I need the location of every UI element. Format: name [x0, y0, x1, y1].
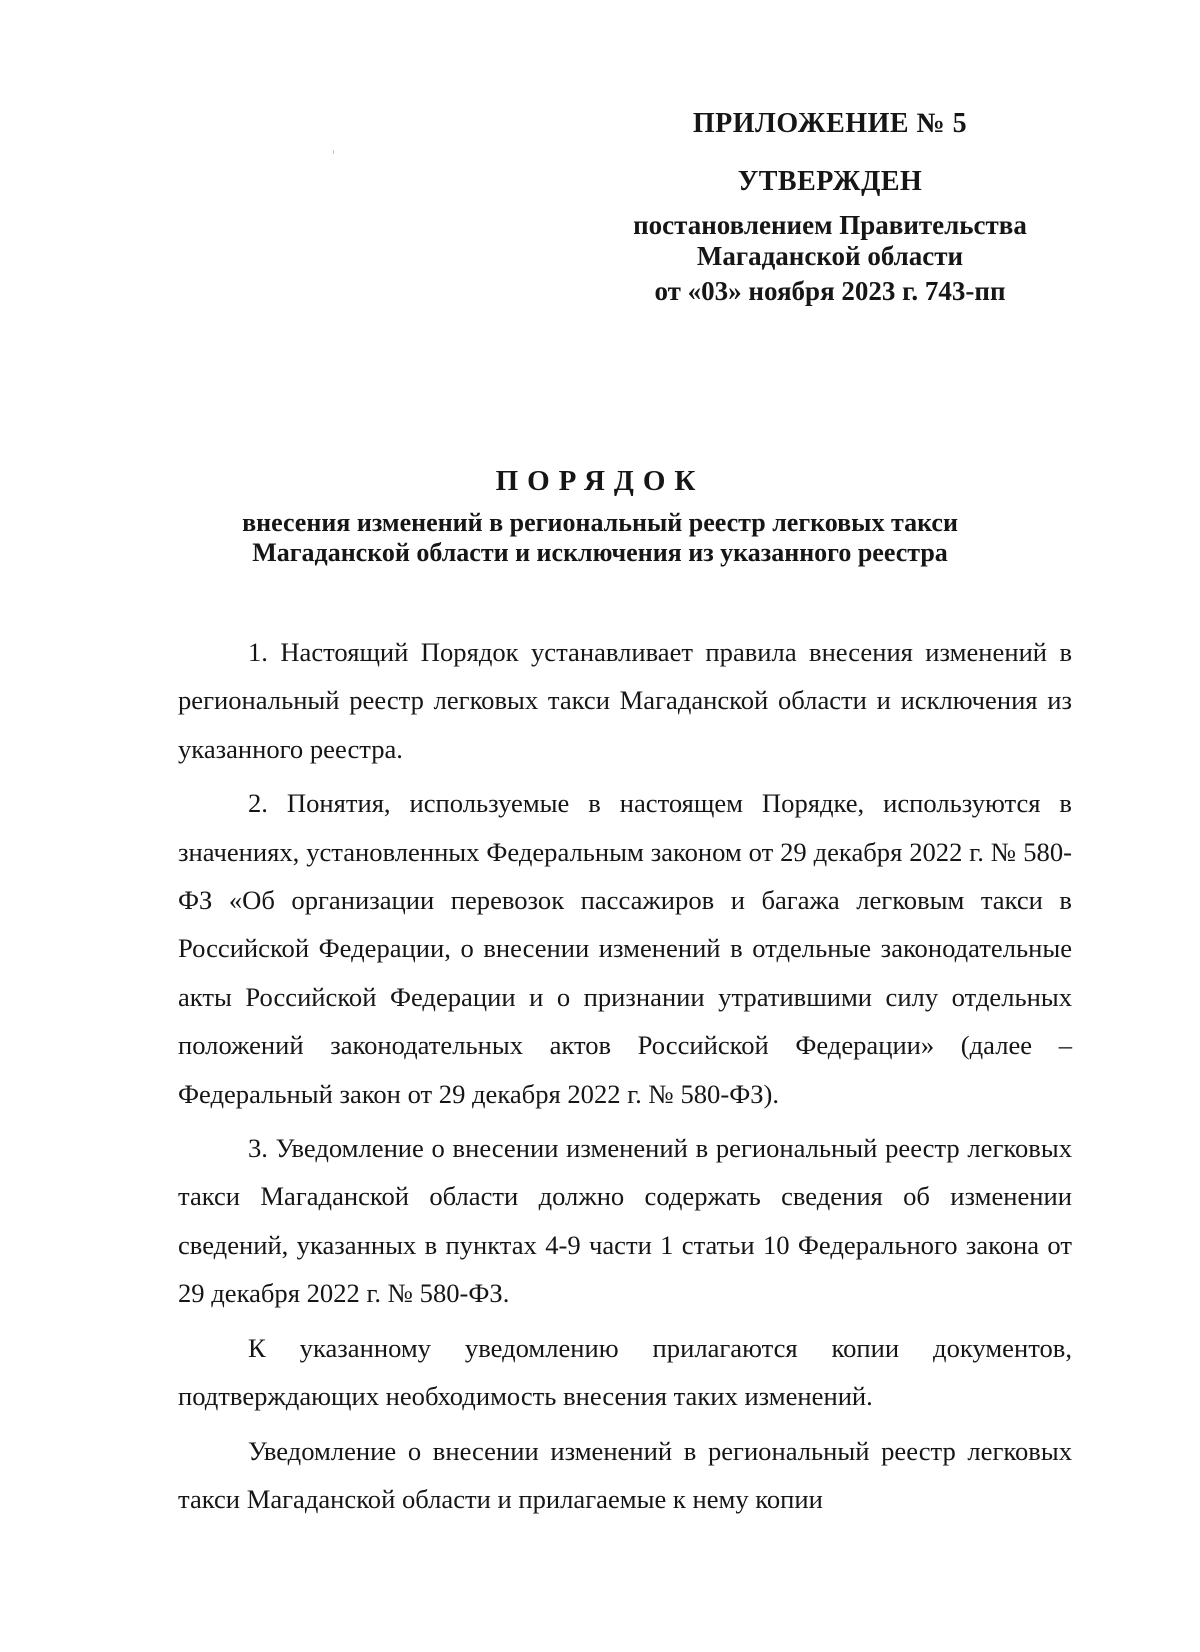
paragraph-4: К указанному уведомлению прилагаются копии документов, подтверждающих необходимость внесения таких изменений.: [178, 1332, 1072, 1412]
paragraph-1: 1. Настоящий Порядок устанавливает правила внесения изменений в региональный реестр легковых такси Магаданской области и исключения из указанного реестра.: [178, 637, 1072, 764]
document-title: ПОРЯДОК: [495, 465, 705, 497]
paragraph-2: 2. Понятия, используемые в настоящем Порядке, используются в значениях, установленных Федеральным законом от 29 декабря 2022 г. № 580-ФЗ «Об организации перевозок пассажиров и багажа легковым такси в Российской Федерации, о внесении изменений в отдельные законодательные акты Российской Федерации и о признании утратившими силу отдельных положений законодательных актов Российской Федерации» (далее – Федеральный закон от 29 декабря 2022 г. № 580-ФЗ).: [178, 788, 1072, 1109]
subtitle-line-1: внесения изменений в региональный реестр легковых такси: [242, 508, 958, 537]
document-subtitle: [180, 508, 1020, 568]
approved-by: [610, 210, 1050, 272]
scan-speck: [333, 150, 334, 154]
approved-by-line-1: постановлением Правительства: [633, 210, 1027, 240]
approved-by-line-2: Магаданской области: [696, 241, 964, 271]
subtitle-line-2: Магаданской области и исключения из указанного реестра: [252, 538, 948, 567]
paragraph-3: 3. Уведомление о внесении изменений в региональный реестр легковых такси Магаданской области должно содержать сведения об изменении сведений, указанных в пунктах 4-9 части 1 статьи 10 Федерального закона от 29 декабря 2022 г. № 580-ФЗ.: [178, 1133, 1072, 1309]
document-body: [178, 628, 1072, 1529]
approved-label: УТВЕРЖДЕН: [737, 166, 923, 197]
appendix-number: ПРИЛОЖЕНИЕ № 5: [692, 108, 968, 139]
paragraph-5: Уведомление о внесении изменений в региональный реестр легковых такси Магаданской области и прилагаемые к нему копии: [178, 1435, 1072, 1514]
approved-date: от «03» ноября 2023 г. 743-пп: [654, 276, 1006, 306]
